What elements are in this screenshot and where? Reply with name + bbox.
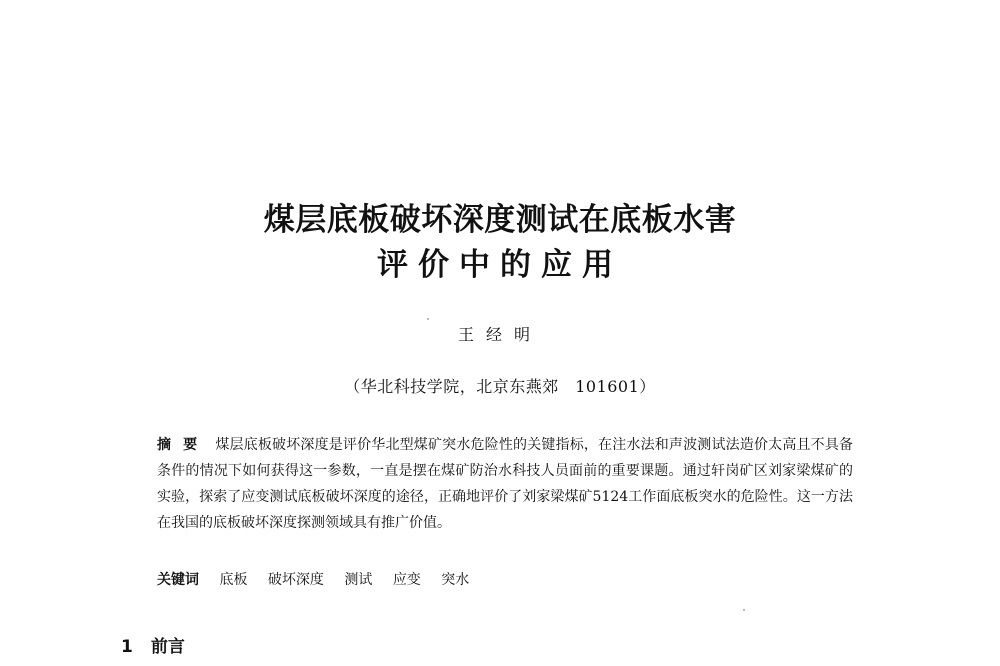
keyword-item: 突水 [441, 572, 470, 588]
abstract [157, 432, 853, 536]
section-heading [121, 632, 185, 657]
section-title: 前言 [150, 637, 185, 657]
keyword-item: 底板 [219, 572, 248, 588]
abstract-text: 煤层底板破坏深度是评价华北型煤矿突水危险性的关键指标，在注水法和声波测试法造价太高且不具备条件的情况下如何获得这一参数，一直是摆在煤矿防治水科技人员面前的重要课题。通过轩岗矿区刘家梁煤矿的实验，探索了应变测试底板破坏深度的途径，正确地评价了刘家梁煤矿5124工作面底板突水的危险性。这一方法在我国的底板破坏深度探测领域具有推广价值。 [157, 437, 854, 531]
keyword-item: 破坏深度 [267, 572, 324, 588]
scan-speck [427, 318, 429, 320]
keyword-item: 应变 [392, 572, 421, 588]
paper-title-line-2: 评价中的应用 [377, 247, 623, 283]
paper-title-line-1: 煤层底板破坏深度测试在底板水害 [263, 202, 737, 238]
keywords-label: 关键词 [157, 572, 199, 588]
author-affiliation: （华北科技学院，北京东燕郊 101601） [344, 377, 656, 396]
keyword-item: 测试 [344, 572, 373, 588]
scan-speck [743, 609, 745, 611]
keywords [157, 567, 853, 593]
section-number: 1 [121, 637, 133, 657]
author-name: 王经明 [457, 325, 542, 344]
abstract-label: 摘要 [157, 437, 210, 453]
